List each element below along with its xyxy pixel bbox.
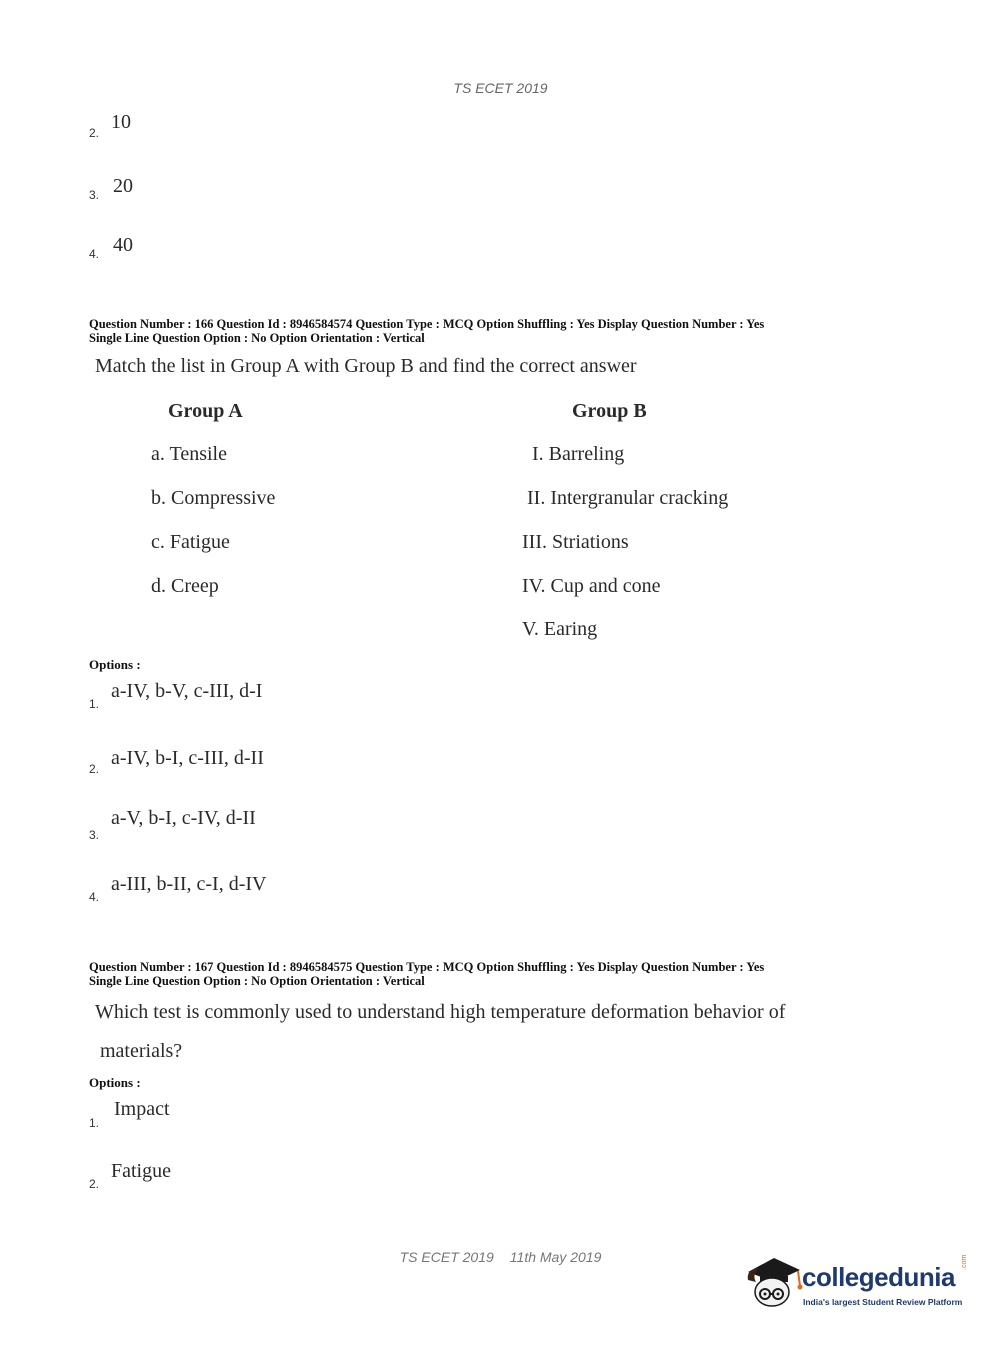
option-text: 20 (113, 175, 133, 197)
group-b-item: I. Barreling (532, 443, 625, 465)
collegedunia-brand (742, 1250, 972, 1310)
question-text: Which test is commonly used to understand high temperature deformation behavior of (95, 1001, 786, 1023)
option-text: a-IV, b-V, c-III, d-I (111, 680, 263, 702)
page-header-title: TS ECET 2019 (453, 80, 548, 96)
question-meta-line: Single Line Question Option : No Option Orientation : Vertical (89, 974, 425, 988)
group-b-item: II. Intergranular cracking (527, 487, 729, 509)
group-a-item: b. Compressive (151, 487, 276, 509)
student-mascot-icon (742, 1250, 804, 1312)
option-number: 3. (89, 188, 100, 202)
option-text: 40 (113, 234, 133, 256)
group-b-heading: Group B (572, 400, 647, 422)
option-text: a-V, b-I, c-IV, d-II (111, 807, 256, 829)
question-meta-line: Question Number : 167 Question Id : 8946584575 Question Type : MCQ Option Shuffling : Yes Display Question Number : Yes (89, 960, 765, 974)
group-a-item: a. Tensile (151, 443, 227, 465)
option-number: 1. (89, 697, 100, 711)
options-label: Options : (89, 1075, 141, 1090)
question-text: Match the list in Group A with Group B and find the correct answer (95, 355, 637, 377)
option-number: 2. (89, 1177, 100, 1191)
option-number: 4. (89, 890, 100, 904)
option-text: Fatigue (111, 1160, 171, 1182)
question-text: materials? (100, 1040, 183, 1062)
group-a-heading: Group A (168, 400, 243, 422)
option-number: 3. (89, 828, 100, 842)
footer-date: 11th May 2019 (509, 1249, 602, 1265)
group-a-item: d. Creep (151, 575, 219, 597)
group-b-item: IV. Cup and cone (522, 575, 661, 597)
question-meta-line: Question Number : 166 Question Id : 8946584574 Question Type : MCQ Option Shuffling : Yes Display Question Number : Yes (89, 317, 765, 331)
brand-tagline: India's largest Student Review Platform (803, 1297, 963, 1307)
option-text: 10 (111, 111, 131, 133)
option-number: 2. (89, 126, 100, 140)
group-b-item: III. Striations (522, 531, 629, 553)
option-number: 4. (89, 247, 100, 261)
option-number: 2. (89, 762, 100, 776)
option-text: a-III, b-II, c-I, d-IV (111, 873, 267, 895)
option-text: Impact (114, 1098, 170, 1120)
brand-name: collegedunia (802, 1262, 955, 1292)
group-a-item: c. Fatigue (151, 531, 230, 553)
brand-dotcom: .com (961, 1254, 968, 1270)
options-label: Options : (89, 657, 141, 672)
footer-exam: TS ECET 2019 (399, 1249, 494, 1265)
group-b-item: V. Earing (522, 618, 598, 640)
option-number: 1. (89, 1116, 100, 1130)
option-text: a-IV, b-I, c-III, d-II (111, 747, 264, 769)
question-meta-line: Single Line Question Option : No Option Orientation : Vertical (89, 331, 425, 345)
